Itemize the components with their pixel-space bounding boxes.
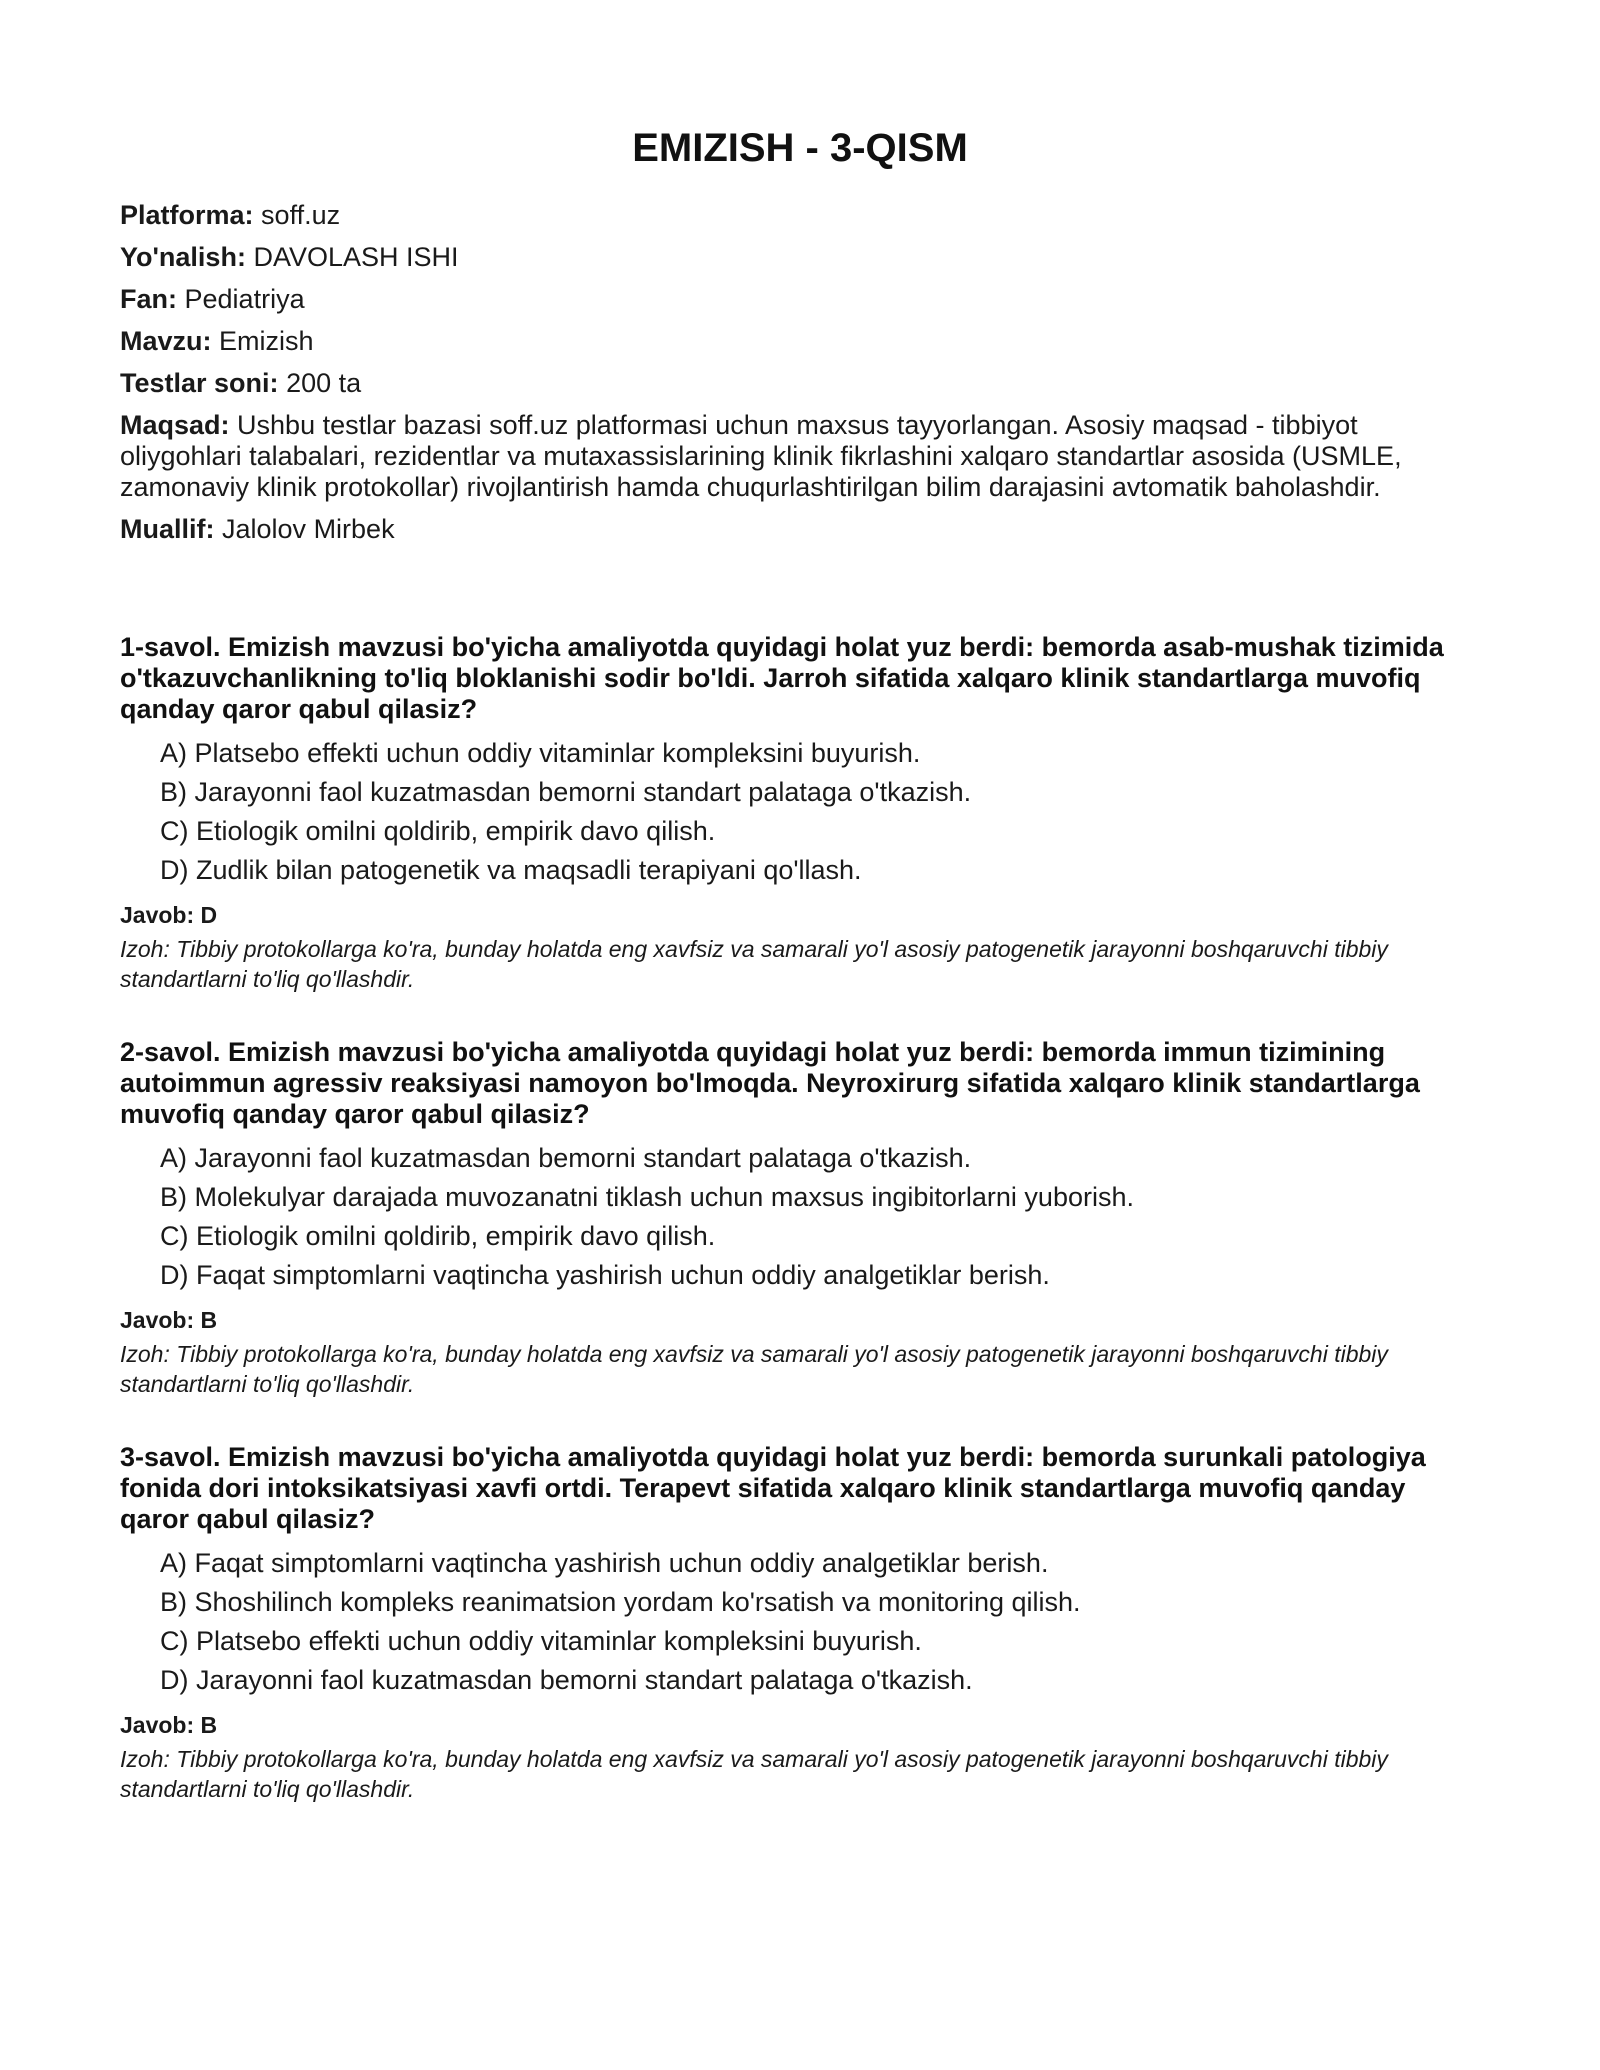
meta-value: Pediatriya (184, 284, 305, 314)
meta-test-count (120, 368, 1480, 399)
question-item (120, 1037, 1480, 1399)
answer-option: A) Platsebo effekti uchun oddiy vitaminlar kompleksini buyurish. (160, 738, 921, 768)
answer-option: B) Jarayonni faol kuzatmasdan bemorni standart palataga o'tkazish. (160, 777, 972, 807)
meta-label: Yo'nalish: (120, 242, 246, 272)
meta-label: Muallif: (120, 514, 215, 544)
answer-option: D) Zudlik bilan patogenetik va maqsadli terapiyani qo'llash. (160, 855, 862, 885)
answer-option: C) Etiologik omilni qoldirib, empirik davo qilish. (160, 816, 716, 846)
explanation-note: Izoh: Tibbiy protokollarga ko'ra, bunday holatda eng xavfsiz va samarali yo'l asosiy patogenetik jarayonni boshqaruvchi tibbiy standartlarni to'liq qo'llashdir. (120, 1746, 1388, 1802)
question-text: 1-savol. Emizish mavzusi bo'yicha amaliyotda quyidagi holat yuz berdi: bemorda asab-mushak tizimida o'tkazuvchanlikning to'liq bloklanishi sodir bo'ldi. Jarroh sifatida xalqaro klinik standartlarga muvofiq qanday qaror qabul qilasiz? (120, 632, 1444, 724)
answer-option: A) Jarayonni faol kuzatmasdan bemorni standart palataga o'tkazish. (160, 1143, 972, 1173)
meta-value: Jalolov Mirbek (222, 514, 395, 544)
meta-label: Maqsad: (120, 410, 230, 440)
document-page (120, 118, 1480, 1847)
answer-option: A) Faqat simptomlarni vaqtincha yashirish uchun oddiy analgetiklar berish. (160, 1548, 1049, 1578)
question-item (120, 1442, 1480, 1804)
answer-option: B) Molekulyar darajada muvozanatni tiklash uchun maxsus ingibitorlarni yuborish. (160, 1182, 1134, 1212)
question-list (120, 632, 1480, 1804)
correct-answer: Javob: B (120, 1307, 218, 1333)
meta-direction (120, 242, 1480, 273)
correct-answer: Javob: B (120, 1712, 218, 1738)
answer-option: D) Jarayonni faol kuzatmasdan bemorni standart palataga o'tkazish. (160, 1665, 973, 1695)
meta-label: Fan: (120, 284, 177, 314)
answer-option: D) Faqat simptomlarni vaqtincha yashirish uchun oddiy analgetiklar berish. (160, 1260, 1050, 1290)
question-text: 3-savol. Emizish mavzusi bo'yicha amaliyotda quyidagi holat yuz berdi: bemorda surunkali patologiya fonida dori intoksikatsiyasi xavfi ortdi. Terapevt sifatida xalqaro klinik standartlarga muvofiq qanday qaror qabul qilasiz? (120, 1442, 1426, 1534)
explanation-note: Izoh: Tibbiy protokollarga ko'ra, bunday holatda eng xavfsiz va samarali yo'l asosiy patogenetik jarayonni boshqaruvchi tibbiy standartlarni to'liq qo'llashdir. (120, 1341, 1388, 1397)
correct-answer: Javob: D (120, 902, 218, 928)
meta-value: DAVOLASH ISHI (253, 242, 459, 272)
meta-value: Emizish (219, 326, 314, 356)
question-item (120, 632, 1480, 994)
document-meta (120, 200, 1480, 545)
option-list (120, 734, 1480, 890)
meta-value: Ushbu testlar bazasi soff.uz platformasi uchun maxsus tayyorlangan. Asosiy maqsad - tibbiyot oliygohlari talabalari, rezidentlar va mutaxassislarining klinik fikrlashini xalqaro standartlar asosida (USMLE, zamonaviy klinik protokollar) rivojlantirish hamda chuqurlashtirilgan bilim darajasini avtomatik baholashdir. (120, 410, 1402, 502)
option-list (120, 1544, 1480, 1700)
meta-author (120, 514, 1480, 545)
answer-option: C) Etiologik omilni qoldirib, empirik davo qilish. (160, 1221, 716, 1251)
page-title: EMIZISH - 3-QISM (632, 126, 968, 170)
meta-topic (120, 326, 1480, 357)
option-list (120, 1139, 1480, 1295)
explanation-note: Izoh: Tibbiy protokollarga ko'ra, bunday holatda eng xavfsiz va samarali yo'l asosiy patogenetik jarayonni boshqaruvchi tibbiy standartlarni to'liq qo'llashdir. (120, 936, 1388, 992)
question-text: 2-savol. Emizish mavzusi bo'yicha amaliyotda quyidagi holat yuz berdi: bemorda immun tizimining autoimmun agressiv reaksiyasi namoyon bo'lmoqda. Neyroxirurg sifatida xalqaro klinik standartlarga muvofiq qanday qaror qabul qilasiz? (120, 1037, 1420, 1129)
meta-platform (120, 200, 1480, 231)
meta-label: Platforma: (120, 200, 254, 230)
meta-value: soff.uz (261, 200, 341, 230)
meta-purpose (120, 410, 1480, 503)
meta-label: Testlar soni: (120, 368, 279, 398)
meta-label: Mavzu: (120, 326, 212, 356)
answer-option: B) Shoshilinch kompleks reanimatsion yordam ko'rsatish va monitoring qilish. (160, 1587, 1081, 1617)
meta-value: 200 ta (286, 368, 362, 398)
meta-subject (120, 284, 1480, 315)
answer-option: C) Platsebo effekti uchun oddiy vitaminlar kompleksini buyurish. (160, 1626, 922, 1656)
